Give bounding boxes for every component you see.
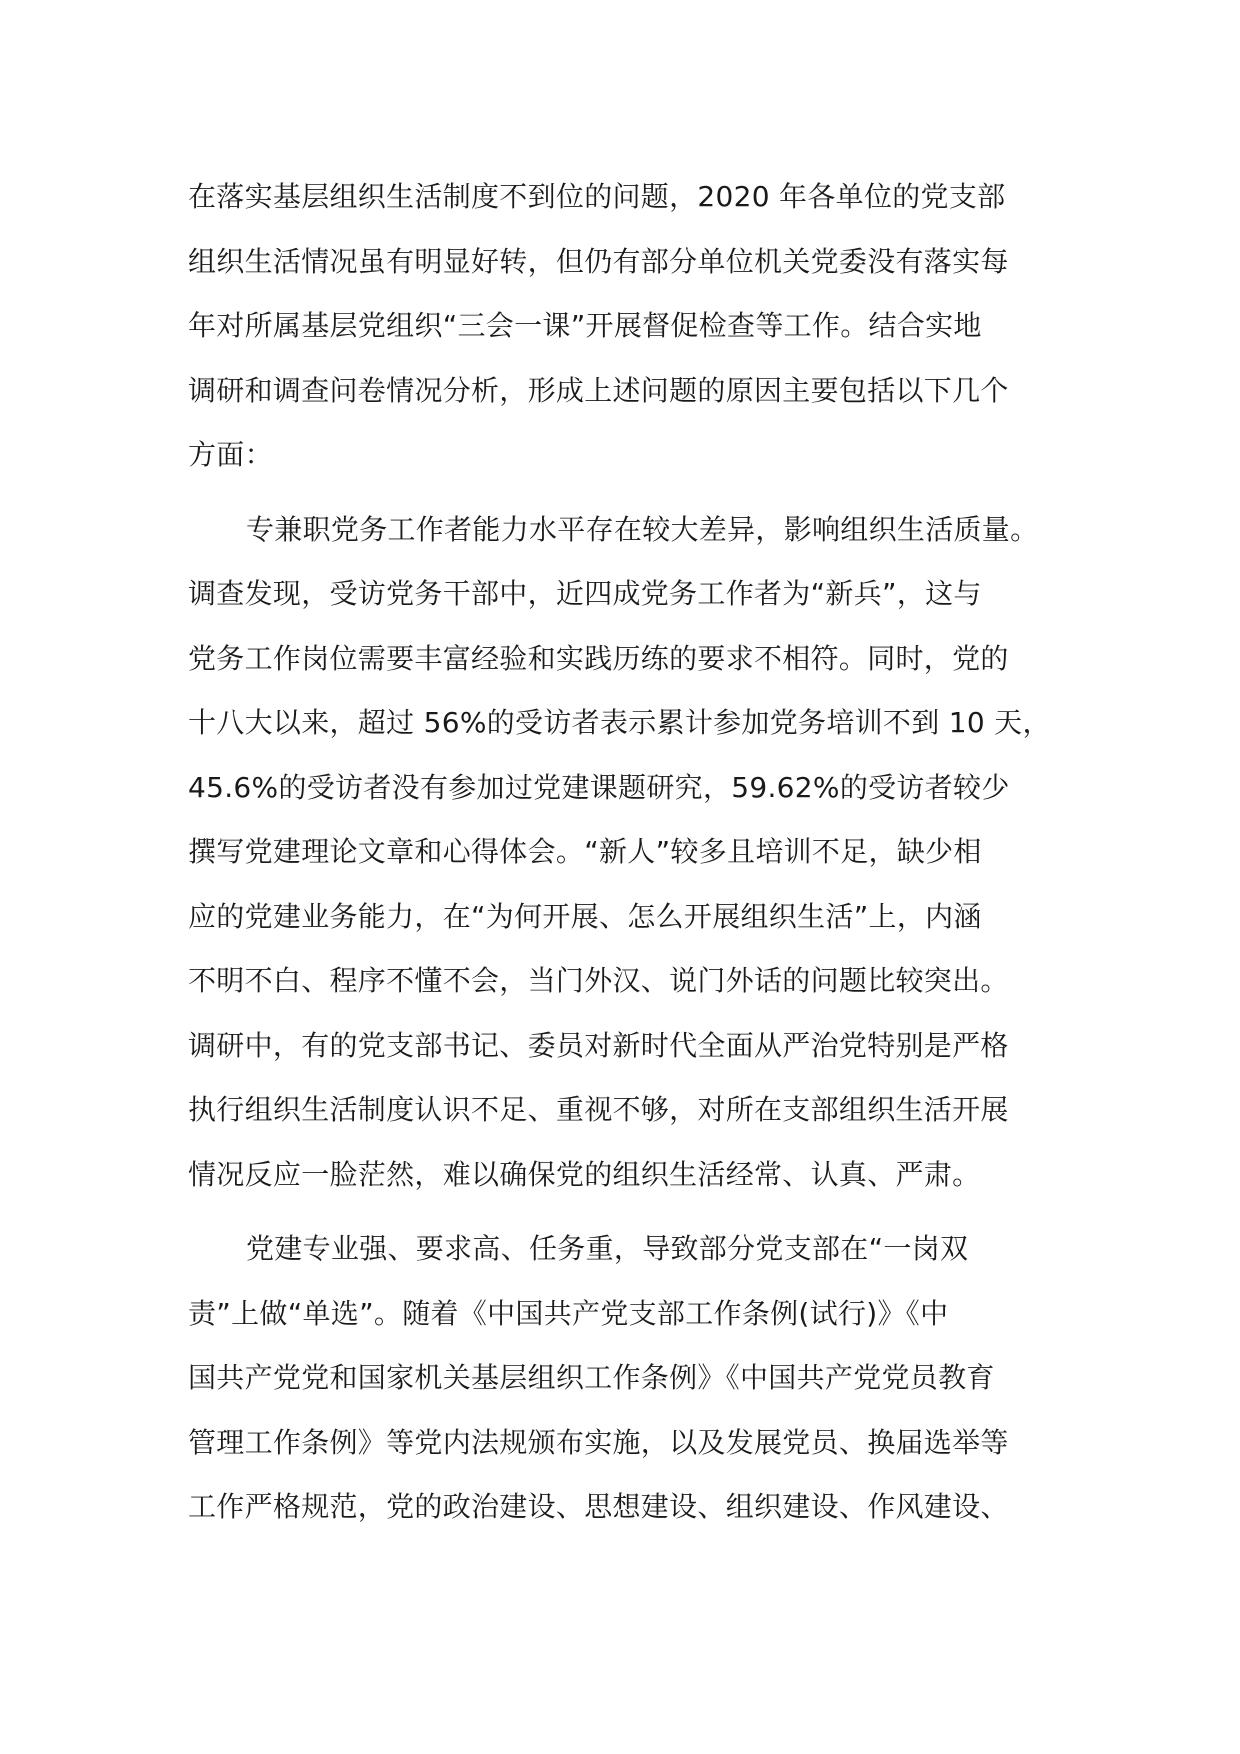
paragraph-1 [188,165,1068,488]
text-line: 应的党建业务能力，在“为何开展、怎么开展组织生活”上，内涵 [188,899,982,933]
text-line: 方面： [188,438,273,471]
text-line: 专兼职党务工作者能力水平存在较大差异，影响组织生活质量。 [246,512,1039,546]
text-line: 45.6%的受访者没有参加过党建课题研究，59.62%的受访者较少 [188,770,1010,804]
text-line: 调研中，有的党支部书记、委员对新时代全面从严治党特别是严格 [188,1028,1009,1062]
text-line: 调研和调查问卷情况分析，形成上述问题的原因主要包括以下几个 [188,373,1009,407]
paragraph-gap [188,488,1068,498]
text-line: 工作严格规范，党的政治建设、思想建设、组织建设、作风建设、 [188,1490,1009,1523]
text-line: 在落实基层组织生活制度不到位的问题，2020 年各单位的党支部 [188,180,1006,213]
paragraph-2 [188,498,1068,1208]
text-line: 党建专业强、要求高、任务重，导致部分党支部在“一岗双 [246,1232,969,1265]
text-line: 不明不白、程序不懂不会，当门外汉、说门外话的问题比较突出。 [188,964,1009,997]
text-line: 国共产党党和国家机关基层组织工作条例》《中国共产党党员教育 [188,1361,995,1394]
text-line: 撰写党建理论文章和心得体会。“新人”较多且培训不足，缺少相 [188,835,982,868]
text-line: 情况反应一脸茫然，难以确保党的组织生活经常、认真、严肃。 [188,1157,981,1191]
body-text [188,165,1068,1540]
text-line: 执行组织生活制度认识不足、重视不够，对所在支部组织生活开展 [188,1093,1009,1126]
text-line: 党务工作岗位需要丰富经验和实践历练的要求不相符。同时，党的 [188,641,1009,675]
text-line: 年对所属基层党组织“三会一课”开展督促检查等工作。结合实地 [188,309,982,342]
text-line: 十八大以来，超过 56%的受访者表示累计参加党务培训不到 10 天， [188,706,1051,739]
paragraph-3 [188,1217,1068,1540]
text-line: 组织生活情况虽有明显好转，但仍有部分单位机关党委没有落实每 [188,244,1009,278]
text-line: 管理工作条例》等党内法规颁布实施，以及发展党员、换届选举等 [188,1425,1009,1459]
paragraph-gap [188,1207,1068,1217]
text-line: 调查发现，受访党务干部中，近四成党务工作者为“新兵”，这与 [188,577,982,610]
text-line: 责”上做“单选”。随着《中国共产党支部工作条例(试行)》《中 [188,1296,949,1330]
